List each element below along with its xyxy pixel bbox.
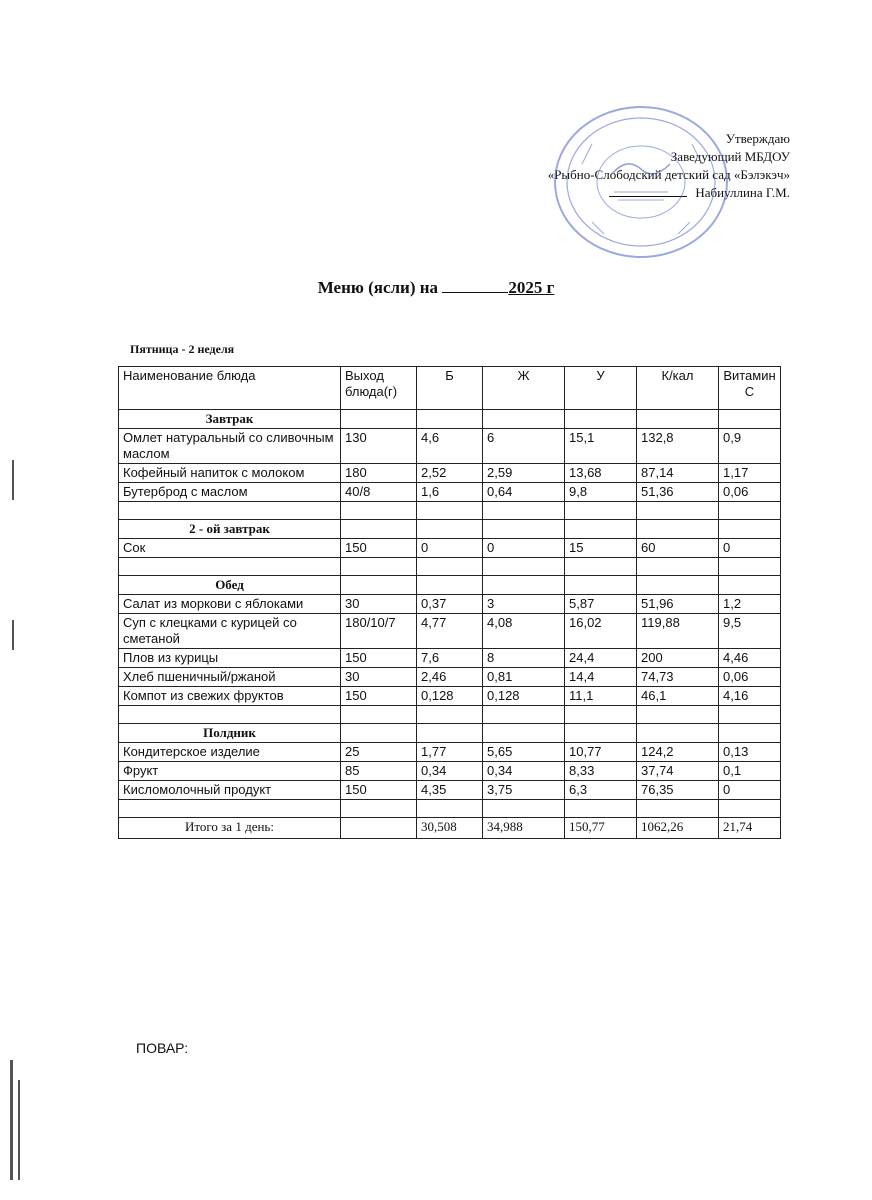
- cell-dish: Суп с клецками с курицей со сметаной: [119, 614, 341, 649]
- total-protein: 30,508: [417, 818, 483, 839]
- cell-kcal: 87,14: [637, 464, 719, 483]
- cell-dish: Кофейный напиток с молоком: [119, 464, 341, 483]
- empty-cell: [565, 558, 637, 576]
- date-blank-line: [442, 292, 508, 293]
- cell-kcal: 132,8: [637, 429, 719, 464]
- cell-kcal: 46,1: [637, 687, 719, 706]
- empty-cell: [483, 410, 565, 429]
- cell-protein: 2,46: [417, 668, 483, 687]
- table-row: [119, 595, 781, 614]
- empty-row: [119, 558, 781, 576]
- header-vitamin-c: Витамин С: [719, 367, 781, 410]
- cell-vitamin-c: 0: [719, 539, 781, 558]
- cell-dish: Плов из курицы: [119, 649, 341, 668]
- cell-kcal: 119,88: [637, 614, 719, 649]
- cell-weight: 180/10/7: [341, 614, 417, 649]
- table-row: [119, 429, 781, 464]
- table-row: [119, 649, 781, 668]
- empty-cell: [119, 800, 341, 818]
- cell-dish: Сок: [119, 539, 341, 558]
- empty-cell: [565, 410, 637, 429]
- scan-edge-mark: [18, 1080, 20, 1180]
- total-row: [119, 818, 781, 839]
- empty-cell: [341, 800, 417, 818]
- empty-cell: [719, 410, 781, 429]
- empty-cell: [341, 502, 417, 520]
- empty-cell: [483, 558, 565, 576]
- section-name: Завтрак: [119, 410, 341, 429]
- cell-fat: 2,59: [483, 464, 565, 483]
- table-row: [119, 483, 781, 502]
- table-row: [119, 668, 781, 687]
- cell-fat: 4,08: [483, 614, 565, 649]
- table-row: [119, 539, 781, 558]
- cell-weight: 25: [341, 743, 417, 762]
- cell-kcal: 60: [637, 539, 719, 558]
- page-title: [0, 278, 872, 298]
- cell-fat: 8: [483, 649, 565, 668]
- approval-organization: «Рыбно-Слободский детский сад «Бэлэкэч»: [547, 167, 790, 182]
- cell-dish: Салат из моркови с яблоками: [119, 595, 341, 614]
- cell-vitamin-c: 1,17: [719, 464, 781, 483]
- empty-cell: [719, 502, 781, 520]
- cell-dish: Кисломолочный продукт: [119, 781, 341, 800]
- signer-name: Набиуллина Г.М.: [695, 185, 790, 200]
- cell-protein: 1,6: [417, 483, 483, 502]
- cell-kcal: 76,35: [637, 781, 719, 800]
- cell-weight: 30: [341, 668, 417, 687]
- cell-vitamin-c: 4,16: [719, 687, 781, 706]
- menu-table: [118, 366, 781, 839]
- cook-label: ПОВАР:: [136, 1040, 189, 1056]
- empty-cell: [341, 576, 417, 595]
- empty-cell: [119, 502, 341, 520]
- empty-cell: [719, 520, 781, 539]
- empty-cell: [417, 558, 483, 576]
- empty-cell: [483, 576, 565, 595]
- empty-cell: [341, 706, 417, 724]
- empty-cell: [719, 706, 781, 724]
- cell-weight: 85: [341, 762, 417, 781]
- empty-cell: [565, 520, 637, 539]
- empty-cell: [341, 410, 417, 429]
- section-row: [119, 410, 781, 429]
- cell-weight: 130: [341, 429, 417, 464]
- cell-kcal: 51,36: [637, 483, 719, 502]
- section-row: [119, 724, 781, 743]
- total-weight: [341, 818, 417, 839]
- table-row: [119, 464, 781, 483]
- cell-carbs: 24,4: [565, 649, 637, 668]
- empty-cell: [637, 800, 719, 818]
- cell-carbs: 8,33: [565, 762, 637, 781]
- cell-vitamin-c: 0,1: [719, 762, 781, 781]
- empty-cell: [637, 410, 719, 429]
- empty-cell: [483, 706, 565, 724]
- cell-fat: 0,34: [483, 762, 565, 781]
- cell-weight: 150: [341, 539, 417, 558]
- cell-weight: 150: [341, 649, 417, 668]
- cell-fat: 0,128: [483, 687, 565, 706]
- cell-protein: 0: [417, 539, 483, 558]
- header-fat: Ж: [483, 367, 565, 410]
- table-row: [119, 743, 781, 762]
- cell-vitamin-c: 0,9: [719, 429, 781, 464]
- cell-carbs: 15: [565, 539, 637, 558]
- section-name: 2 - ой завтрак: [119, 520, 341, 539]
- empty-cell: [565, 502, 637, 520]
- cell-dish: Хлеб пшеничный/ржаной: [119, 668, 341, 687]
- empty-cell: [341, 724, 417, 743]
- empty-cell: [119, 558, 341, 576]
- empty-cell: [637, 558, 719, 576]
- empty-cell: [565, 706, 637, 724]
- empty-cell: [637, 576, 719, 595]
- cell-weight: 30: [341, 595, 417, 614]
- empty-cell: [637, 724, 719, 743]
- header-dish: Наименование блюда: [119, 367, 341, 410]
- total-label: Итого за 1 день:: [119, 818, 341, 839]
- cell-protein: 0,128: [417, 687, 483, 706]
- cell-weight: 150: [341, 687, 417, 706]
- cell-protein: 4,35: [417, 781, 483, 800]
- empty-cell: [637, 520, 719, 539]
- day-label: Пятница - 2 неделя: [130, 342, 235, 356]
- total-carbs: 150,77: [565, 818, 637, 839]
- empty-cell: [119, 706, 341, 724]
- cell-vitamin-c: 4,46: [719, 649, 781, 668]
- header-protein: Б: [417, 367, 483, 410]
- empty-cell: [417, 502, 483, 520]
- empty-cell: [483, 724, 565, 743]
- cell-fat: 0,64: [483, 483, 565, 502]
- empty-cell: [417, 724, 483, 743]
- cell-weight: 180: [341, 464, 417, 483]
- empty-cell: [483, 800, 565, 818]
- cell-weight: 150: [341, 781, 417, 800]
- cell-dish: Омлет натуральный со сливочным маслом: [119, 429, 341, 464]
- cell-carbs: 16,02: [565, 614, 637, 649]
- total-vitamin-c: 21,74: [719, 818, 781, 839]
- cell-fat: 3: [483, 595, 565, 614]
- cell-fat: 3,75: [483, 781, 565, 800]
- cell-protein: 4,77: [417, 614, 483, 649]
- title-year: 2025 г: [508, 278, 555, 297]
- cell-carbs: 11,1: [565, 687, 637, 706]
- empty-cell: [341, 520, 417, 539]
- header-carbs: У: [565, 367, 637, 410]
- empty-cell: [417, 576, 483, 595]
- empty-row: [119, 502, 781, 520]
- empty-cell: [637, 706, 719, 724]
- empty-cell: [719, 576, 781, 595]
- total-kcal: 1062,26: [637, 818, 719, 839]
- cell-protein: 0,34: [417, 762, 483, 781]
- cell-kcal: 74,73: [637, 668, 719, 687]
- cell-vitamin-c: 0,06: [719, 668, 781, 687]
- cell-carbs: 15,1: [565, 429, 637, 464]
- cell-vitamin-c: 9,5: [719, 614, 781, 649]
- empty-cell: [417, 706, 483, 724]
- total-fat: 34,988: [483, 818, 565, 839]
- cell-carbs: 10,77: [565, 743, 637, 762]
- cell-kcal: 37,74: [637, 762, 719, 781]
- cell-vitamin-c: 0: [719, 781, 781, 800]
- approval-line: Утверждаю: [725, 131, 790, 146]
- cell-dish: Бутерброд с маслом: [119, 483, 341, 502]
- empty-cell: [719, 558, 781, 576]
- empty-cell: [417, 410, 483, 429]
- cell-fat: 0: [483, 539, 565, 558]
- cell-fat: 6: [483, 429, 565, 464]
- section-row: [119, 520, 781, 539]
- title-prefix: Меню (ясли) на: [317, 278, 439, 297]
- cell-fat: 5,65: [483, 743, 565, 762]
- table-header-row: [119, 367, 781, 410]
- cell-dish: Фрукт: [119, 762, 341, 781]
- empty-cell: [565, 576, 637, 595]
- empty-cell: [565, 800, 637, 818]
- empty-cell: [417, 800, 483, 818]
- section-name: Полдник: [119, 724, 341, 743]
- table-row: [119, 781, 781, 800]
- cell-kcal: 51,96: [637, 595, 719, 614]
- cell-kcal: 200: [637, 649, 719, 668]
- cell-carbs: 13,68: [565, 464, 637, 483]
- section-name: Обед: [119, 576, 341, 595]
- empty-row: [119, 800, 781, 818]
- cell-vitamin-c: 0,06: [719, 483, 781, 502]
- cell-protein: 1,77: [417, 743, 483, 762]
- empty-cell: [417, 520, 483, 539]
- scan-edge-mark: [12, 620, 14, 650]
- cell-vitamin-c: 0,13: [719, 743, 781, 762]
- table-row: [119, 762, 781, 781]
- cell-vitamin-c: 1,2: [719, 595, 781, 614]
- section-row: [119, 576, 781, 595]
- table-row: [119, 614, 781, 649]
- seal-stamp-icon: [552, 104, 730, 260]
- empty-row: [119, 706, 781, 724]
- empty-cell: [637, 502, 719, 520]
- approval-position: Заведующий МБДОУ: [670, 149, 790, 164]
- empty-cell: [483, 520, 565, 539]
- empty-cell: [719, 800, 781, 818]
- cell-protein: 7,6: [417, 649, 483, 668]
- empty-cell: [565, 724, 637, 743]
- empty-cell: [483, 502, 565, 520]
- cell-weight: 40/8: [341, 483, 417, 502]
- cell-protein: 0,37: [417, 595, 483, 614]
- empty-cell: [341, 558, 417, 576]
- cell-dish: Кондитерское изделие: [119, 743, 341, 762]
- cell-fat: 0,81: [483, 668, 565, 687]
- cell-protein: 2,52: [417, 464, 483, 483]
- cell-protein: 4,6: [417, 429, 483, 464]
- empty-cell: [719, 724, 781, 743]
- cell-carbs: 6,3: [565, 781, 637, 800]
- cell-carbs: 14,4: [565, 668, 637, 687]
- scan-edge-mark: [10, 1060, 13, 1180]
- table-row: [119, 687, 781, 706]
- header-kcal: К/кал: [637, 367, 719, 410]
- header-weight: Выход блюда(г): [341, 367, 417, 410]
- scan-edge-mark: [12, 460, 14, 500]
- cell-dish: Компот из свежих фруктов: [119, 687, 341, 706]
- menu-table-body: [119, 410, 781, 839]
- cell-carbs: 5,87: [565, 595, 637, 614]
- cell-kcal: 124,2: [637, 743, 719, 762]
- cell-carbs: 9,8: [565, 483, 637, 502]
